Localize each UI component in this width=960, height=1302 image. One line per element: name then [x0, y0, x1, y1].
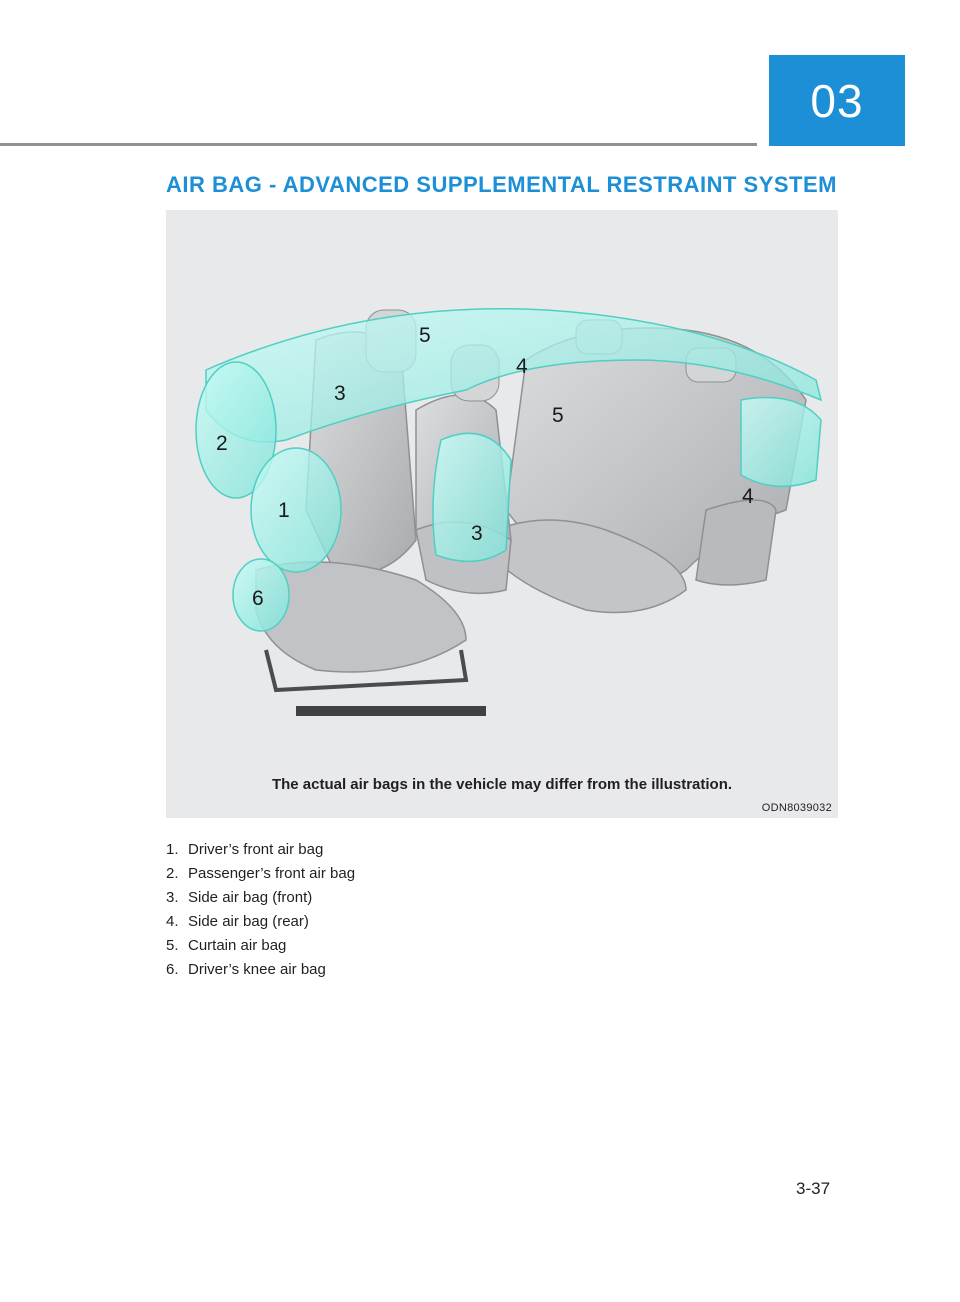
callout-4-top: 4 [516, 355, 528, 378]
side-airbag-rear [741, 398, 821, 487]
callout-3-bottom: 3 [471, 522, 483, 545]
legend-item: 4. Side air bag (rear) [166, 913, 309, 930]
legend-item: 1. Driver’s front air bag [166, 841, 324, 858]
page-number: 3-37 [796, 1179, 831, 1198]
callout-1: 1 [278, 499, 290, 522]
callout-2: 2 [216, 432, 228, 455]
legend-item: 5. Curtain air bag [166, 937, 287, 954]
airbag-illustration [166, 210, 838, 818]
legend-item: 2. Passenger’s front air bag [166, 865, 356, 882]
figure-caption: The actual air bags in the vehicle may differ from the illustration. [271, 776, 733, 793]
callout-5-top: 5 [419, 324, 431, 347]
driver-front-airbag [251, 448, 341, 572]
header-rule [0, 143, 757, 146]
callout-3-top: 3 [334, 382, 346, 405]
figure-code: ODN8039032 [761, 802, 832, 814]
legend-item: 6. Driver’s knee air bag [166, 961, 326, 978]
airbag-legend [166, 838, 355, 982]
callout-5-mid: 5 [552, 404, 564, 427]
airbag-diagram [166, 210, 838, 770]
legend-item: 3. Side air bag (front) [166, 889, 313, 906]
callout-4-right: 4 [742, 485, 754, 508]
callout-6: 6 [252, 587, 264, 610]
chapter-tab: 03 [769, 55, 905, 146]
section-title: AIR BAG - ADVANCED SUPPLEMENTAL RESTRAINT SYSTEM [166, 172, 837, 197]
